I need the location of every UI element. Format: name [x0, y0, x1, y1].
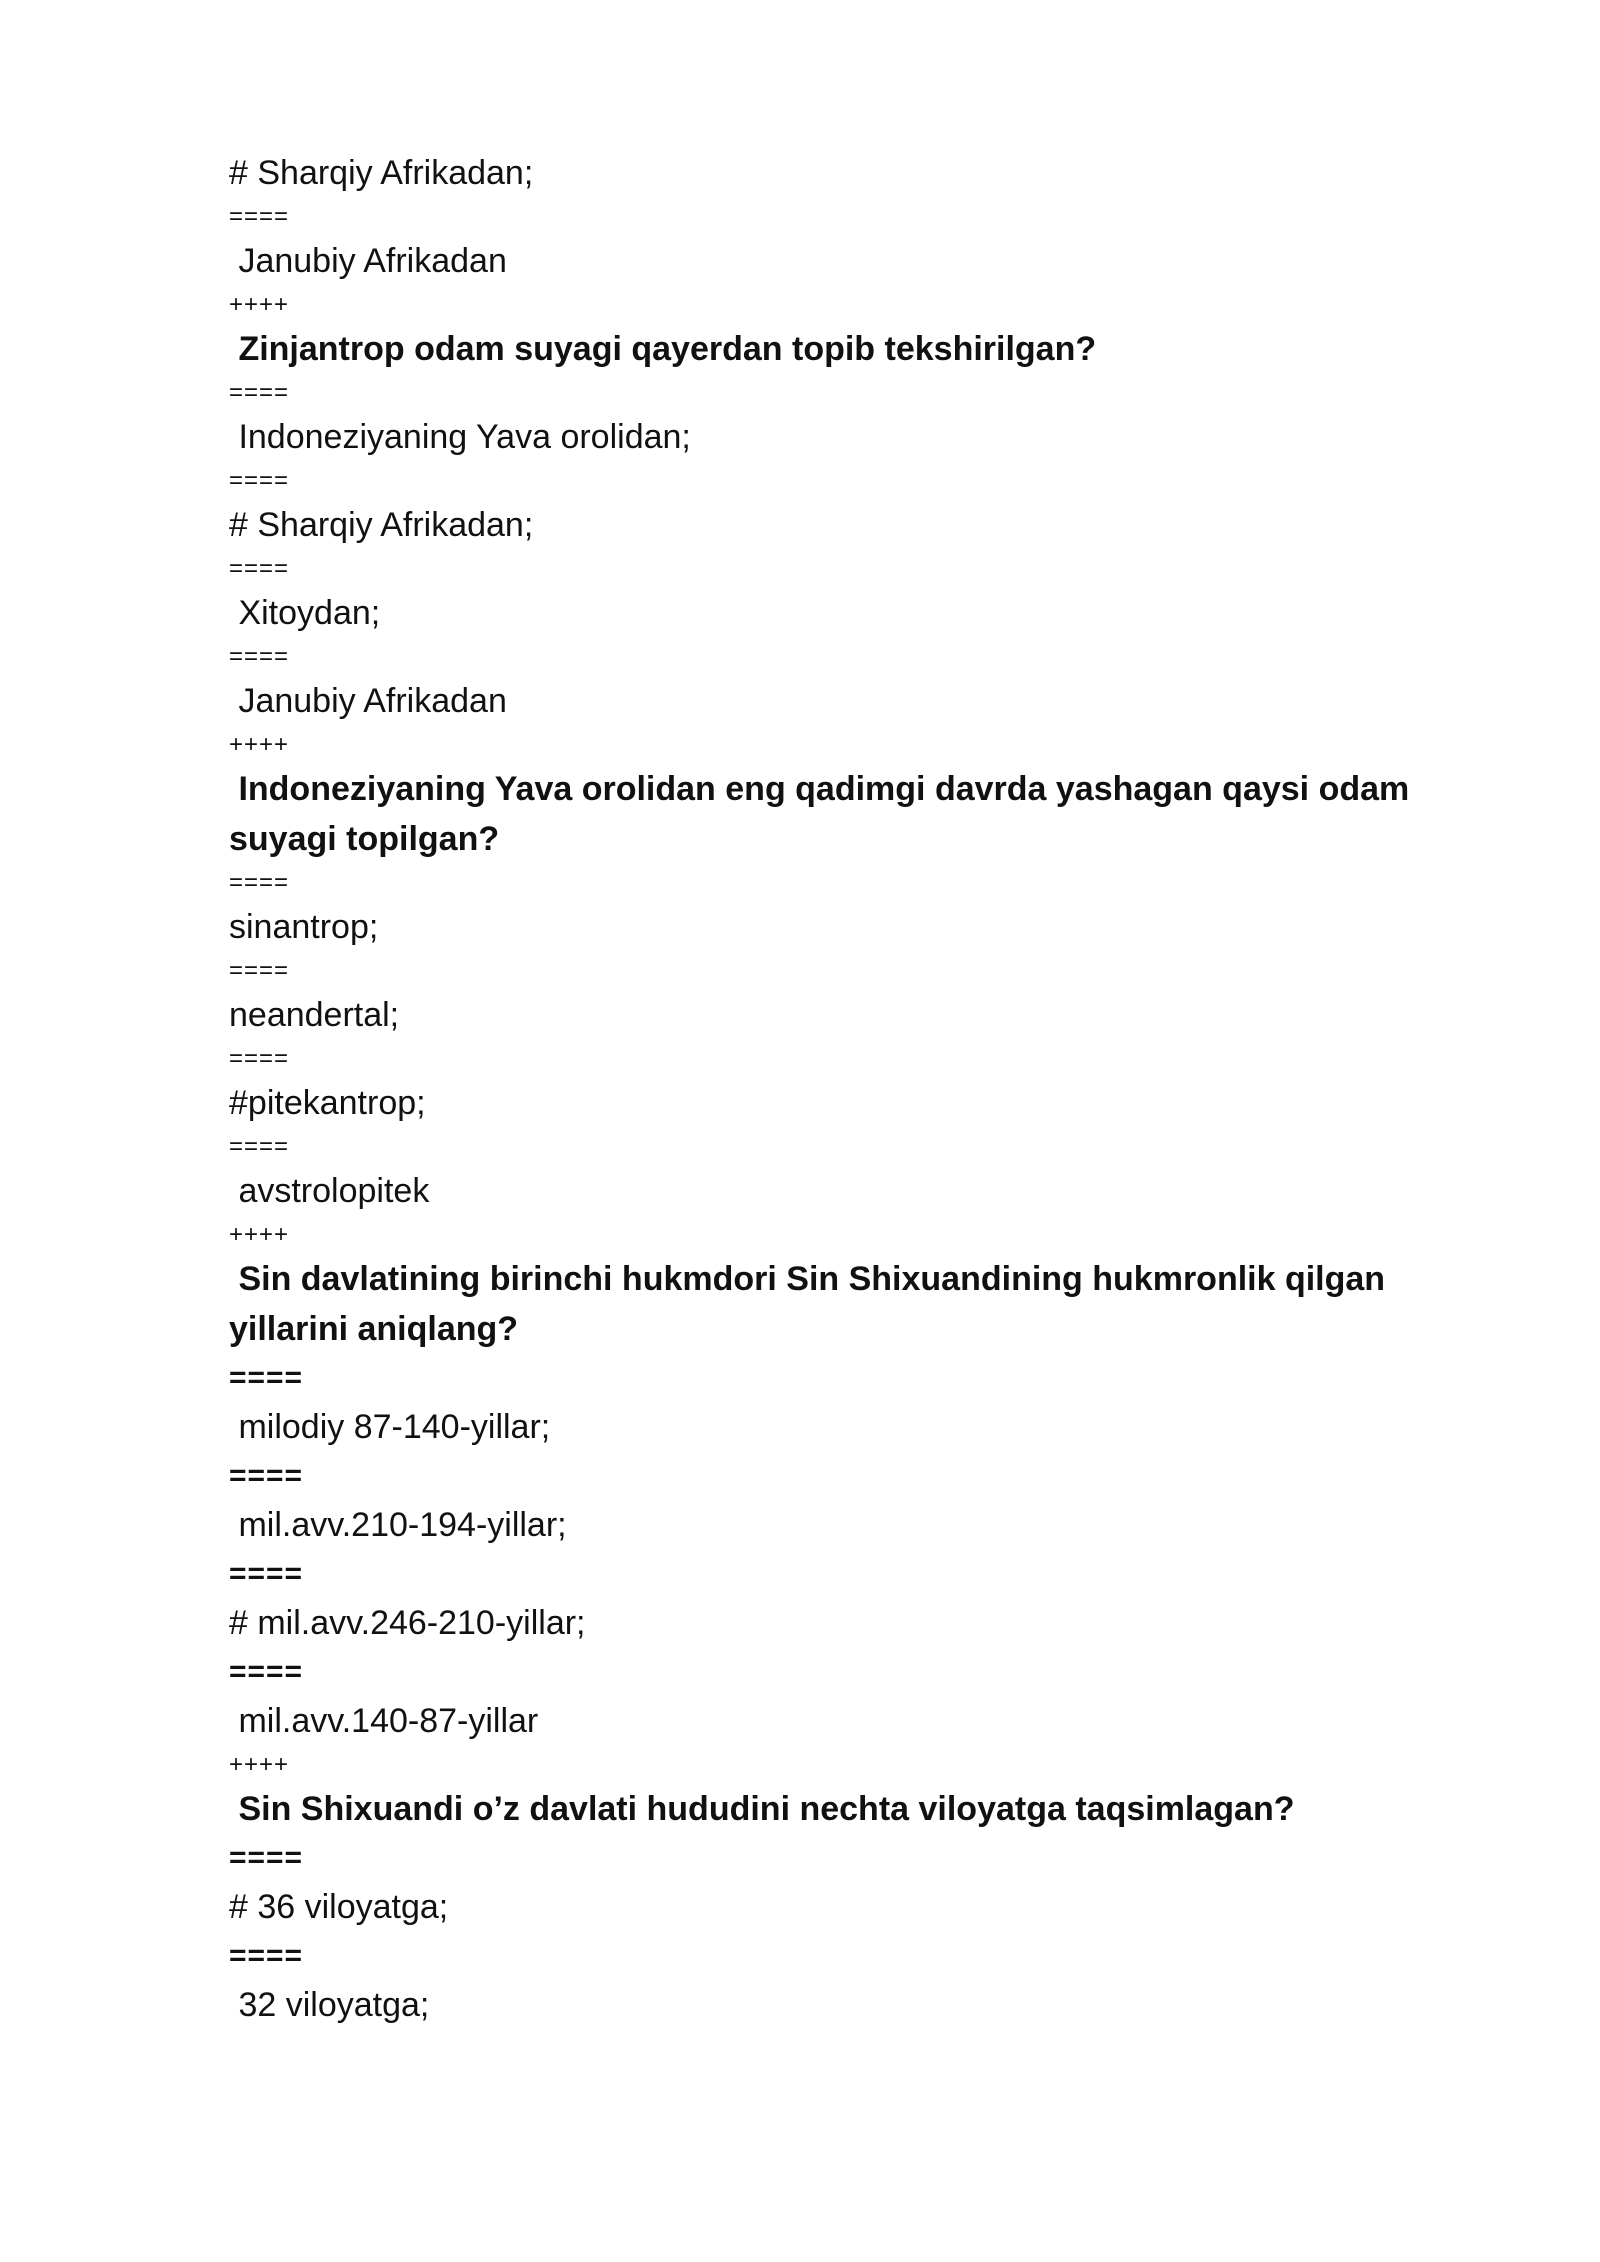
answer-option: milodiy 87-140-yillar;: [229, 1408, 551, 1446]
option-separator: ====: [229, 1361, 304, 1394]
answer-option: mil.avv.140-87-yillar: [229, 1702, 539, 1740]
option-separator: ====: [229, 869, 290, 896]
answer-option: 32 viloyatga;: [229, 1986, 430, 2024]
option-separator: ====: [229, 203, 290, 230]
correct-answer-option: # 36 viloyatga;: [229, 1888, 449, 1926]
option-separator: ====: [229, 1557, 304, 1590]
option-separator: ====: [229, 643, 290, 670]
option-separator: ====: [229, 1939, 304, 1972]
correct-answer-option: # Sharqiy Afrikadan;: [229, 506, 534, 544]
option-separator: ====: [229, 379, 290, 406]
option-separator: ====: [229, 957, 290, 984]
question-text: Indoneziyaning Yava orolidan eng qadimgi davrda yashagan qaysi odam suyagi topilgan?: [229, 770, 1419, 858]
option-separator: ====: [229, 1045, 290, 1072]
question-text: Sin Shixuandi o’z davlati hududini nechta viloyatga taqsimlagan?: [229, 1790, 1295, 1828]
option-separator: ====: [229, 555, 290, 582]
answer-option: mil.avv.210-194-yillar;: [229, 1506, 567, 1544]
correct-answer-option: #pitekantrop;: [229, 1084, 426, 1122]
answer-option: avstrolopitek: [229, 1172, 430, 1210]
correct-answer-option: # mil.avv.246-210-yillar;: [229, 1604, 586, 1642]
answer-option: Janubiy Afrikadan: [229, 682, 507, 720]
question-separator: ++++: [229, 291, 290, 318]
answer-option: Xitoydan;: [229, 594, 381, 632]
question-separator: ++++: [229, 1221, 290, 1248]
option-separator: ====: [229, 467, 290, 494]
answer-option: # Sharqiy Afrikadan;: [229, 154, 534, 192]
question-text: Sin davlatining birinchi hukmdori Sin Shixuandining hukmronlik qilgan yillarini aniqlang?: [229, 1260, 1395, 1348]
option-separator: ====: [229, 1841, 304, 1874]
question-text: Zinjantrop odam suyagi qayerdan topib tekshirilgan?: [229, 330, 1097, 368]
answer-option: Indoneziyaning Yava orolidan;: [229, 418, 691, 456]
question-separator: ++++: [229, 731, 290, 758]
document-body: [229, 148, 1499, 2030]
answer-option: Janubiy Afrikadan: [229, 242, 507, 280]
answer-option: sinantrop;: [229, 908, 379, 946]
option-separator: ====: [229, 1655, 304, 1688]
option-separator: ====: [229, 1133, 290, 1160]
question-separator: ++++: [229, 1751, 290, 1778]
option-separator: ====: [229, 1459, 304, 1492]
answer-option: neandertal;: [229, 996, 400, 1034]
